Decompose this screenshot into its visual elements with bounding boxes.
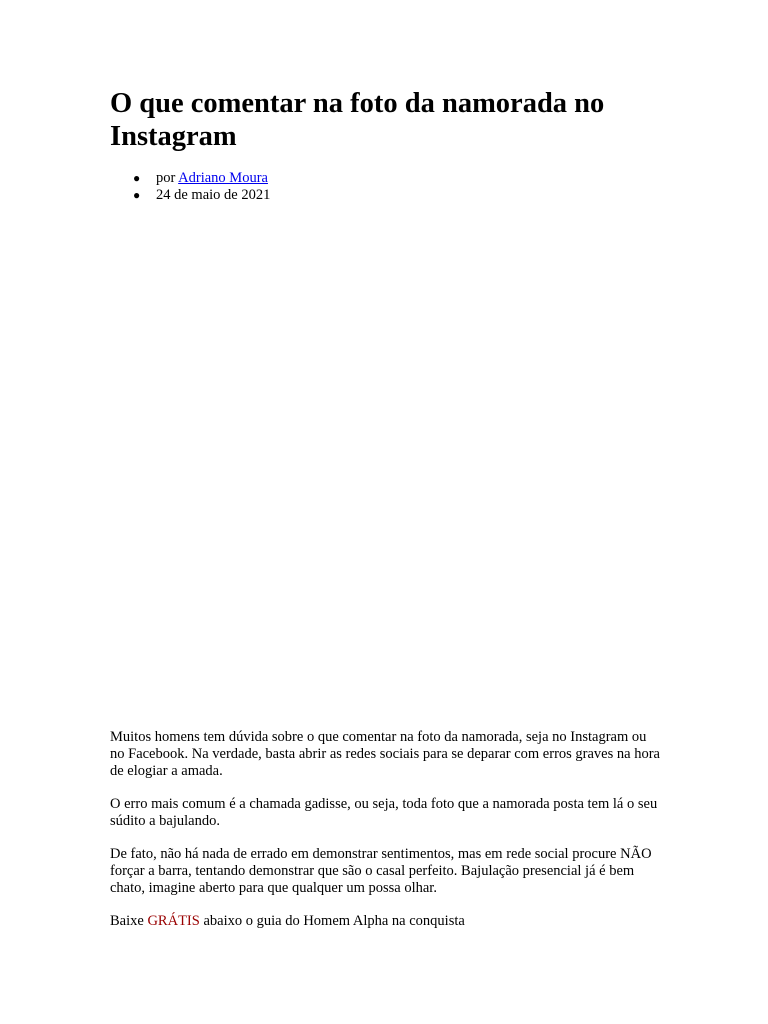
publish-date: 24 de maio de 2021 [156, 187, 271, 203]
author-prefix: por [156, 170, 179, 186]
article-meta-list [110, 170, 270, 204]
cta-paragraph [110, 913, 662, 930]
bullet-icon: ● [133, 188, 141, 202]
paragraph: De fato, não há nada de errado em demonstrar sentimentos, mas em rede social procure NÃO forçar a barra, tentando demonstrar que são o casal perfeito. Bajulação presencial já é bem chato, imagine aberto para que qualquer um possa olhar. [110, 846, 652, 896]
paragraph: O erro mais comum é a chamada gadisse, ou seja, toda foto que a namorada posta tem lá o seu súdito a bajulando. [110, 796, 658, 829]
meta-item-date [110, 187, 270, 204]
cta-suffix: abaixo o guia do Homem Alpha na conquista [199, 913, 465, 929]
author-link[interactable]: Adriano Moura [178, 170, 268, 186]
cta-prefix: Baixe [110, 913, 148, 929]
article-title: O que comentar na foto da namorada no Instagram [110, 88, 605, 152]
bullet-icon: ● [133, 171, 141, 185]
article-body [110, 729, 662, 946]
cta-highlight: GRÁTIS [147, 913, 200, 929]
paragraph: Muitos homens tem dúvida sobre o que comentar na foto da namorada, seja no Instagram ou no Facebook. Na verdade, basta abrir as redes sociais para se deparar com erros graves na hora de elogiar a amada. [110, 729, 660, 779]
meta-item-author [110, 170, 270, 187]
